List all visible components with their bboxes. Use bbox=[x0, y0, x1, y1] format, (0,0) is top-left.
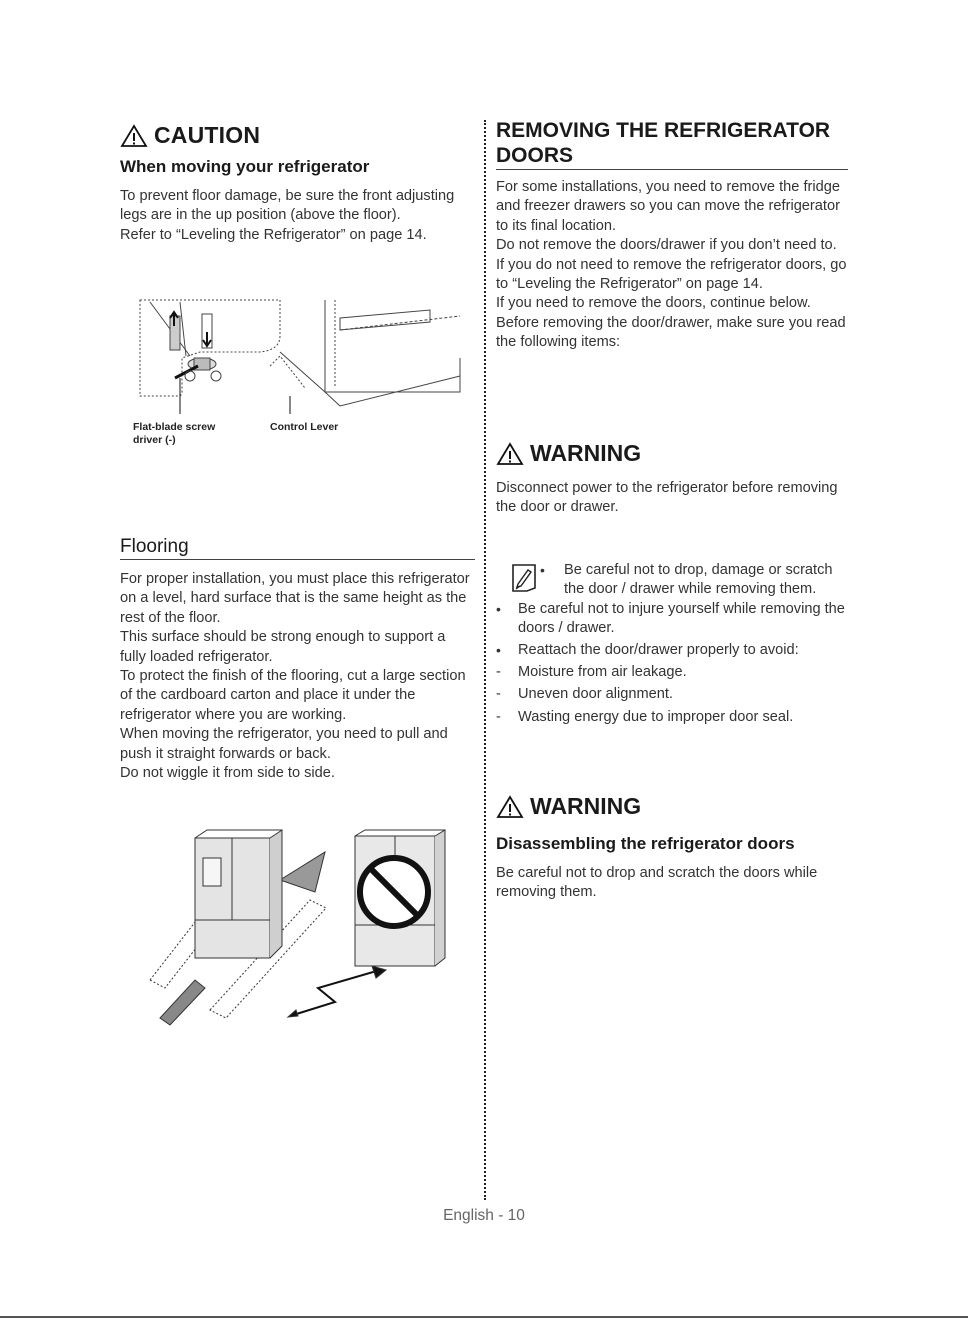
warning-heading-2 bbox=[496, 793, 848, 820]
flooring-p4: When moving the refrigerator, you need to pull and push it straight forwards or back. bbox=[120, 726, 448, 762]
warning-section-2 bbox=[496, 793, 848, 903]
note-item-1: • Be careful not to drop, damage or scratch the door / drawer while removing them. bbox=[540, 561, 848, 600]
warning-text-2: Be careful not to drop and scratch the doors while removing them. bbox=[496, 865, 818, 901]
flooring-body bbox=[120, 570, 475, 783]
removing-p3: If you do not need to remove the refrigerator doors, go to “Leveling the Refrigerator” on page 14. bbox=[496, 256, 847, 293]
warning-triangle-icon bbox=[496, 795, 524, 819]
moving-refrigerator-illustration bbox=[140, 820, 460, 1030]
warning-triangle-icon bbox=[496, 442, 524, 466]
caution-p2: Refer to “Leveling the Refrigerator” on page 14. bbox=[120, 226, 427, 243]
notes-section bbox=[496, 561, 848, 727]
notes-list bbox=[496, 561, 848, 727]
caution-heading bbox=[120, 122, 475, 149]
caution-body bbox=[120, 187, 475, 245]
flooring-section bbox=[120, 536, 475, 783]
column-divider bbox=[484, 120, 486, 1200]
page-number: English - 10 bbox=[443, 1207, 525, 1224]
screwdriver-label-line1: Flat-blade screw bbox=[133, 421, 216, 433]
flooring-p5: Do not wiggle it from side to side. bbox=[120, 765, 335, 782]
removing-p5: Before removing the door/drawer, make sure you read the following items: bbox=[496, 314, 846, 351]
removing-p4: If you need to remove the doors, continue below. bbox=[496, 295, 811, 312]
warning-title-1: WARNING bbox=[530, 440, 642, 466]
removing-p2: Do not remove the doors/drawer if you don’t need to. bbox=[496, 237, 837, 254]
warning-heading-1 bbox=[496, 440, 848, 467]
note-item-2: • Be careful not to injure yourself while removing the doors / drawer. bbox=[496, 600, 848, 639]
warning-section-1 bbox=[496, 440, 848, 518]
bottom-border bbox=[0, 1316, 968, 1318]
note-item-4: - Moisture from air leakage. bbox=[496, 663, 848, 682]
removing-title: REMOVING THE REFRIGERATOR DOORS bbox=[496, 118, 848, 170]
warning-subtitle-2: Disassembling the refrigerator doors bbox=[496, 834, 795, 853]
caution-subtitle: When moving your refrigerator bbox=[120, 157, 370, 176]
control-lever-label: Control Lever bbox=[270, 421, 339, 433]
right-column bbox=[496, 118, 848, 353]
caution-title: CAUTION bbox=[154, 122, 261, 148]
warning-text-1: Disconnect power to the refrigerator before removing the door or drawer. bbox=[496, 480, 838, 516]
flooring-p2: This surface should be strong enough to support a fully loaded refrigerator. bbox=[120, 629, 446, 665]
caution-p1: To prevent floor damage, be sure the front adjusting legs are in the up position (above the floor). bbox=[120, 188, 455, 224]
note-item-6: - Wasting energy due to improper door seal. bbox=[496, 708, 848, 727]
flooring-title: Flooring bbox=[120, 536, 475, 560]
screwdriver-label-line2: driver (-) bbox=[133, 434, 176, 446]
flooring-p1: For proper installation, you must place this refrigerator on a level, hard surface that is the same height as the rest of the floor. bbox=[120, 571, 470, 626]
removing-body bbox=[496, 178, 848, 353]
screwdriver-label bbox=[133, 421, 215, 447]
removing-p1: For some installations, you need to remove the fridge and freezer drawers so you can move the refrigerator to its final location. bbox=[496, 179, 840, 234]
note-item-5: - Uneven door alignment. bbox=[496, 685, 848, 704]
flooring-p3: To protect the finish of the flooring, cut a large section of the cardboard carton and place it under the refrigerator where you are working. bbox=[120, 668, 466, 723]
warning-title-2: WARNING bbox=[530, 793, 642, 819]
note-item-3: • Reattach the door/drawer properly to avoid: bbox=[496, 641, 848, 660]
warning-triangle-icon bbox=[120, 124, 148, 148]
left-column bbox=[120, 122, 475, 245]
leveling-leg-illustration bbox=[130, 296, 470, 416]
